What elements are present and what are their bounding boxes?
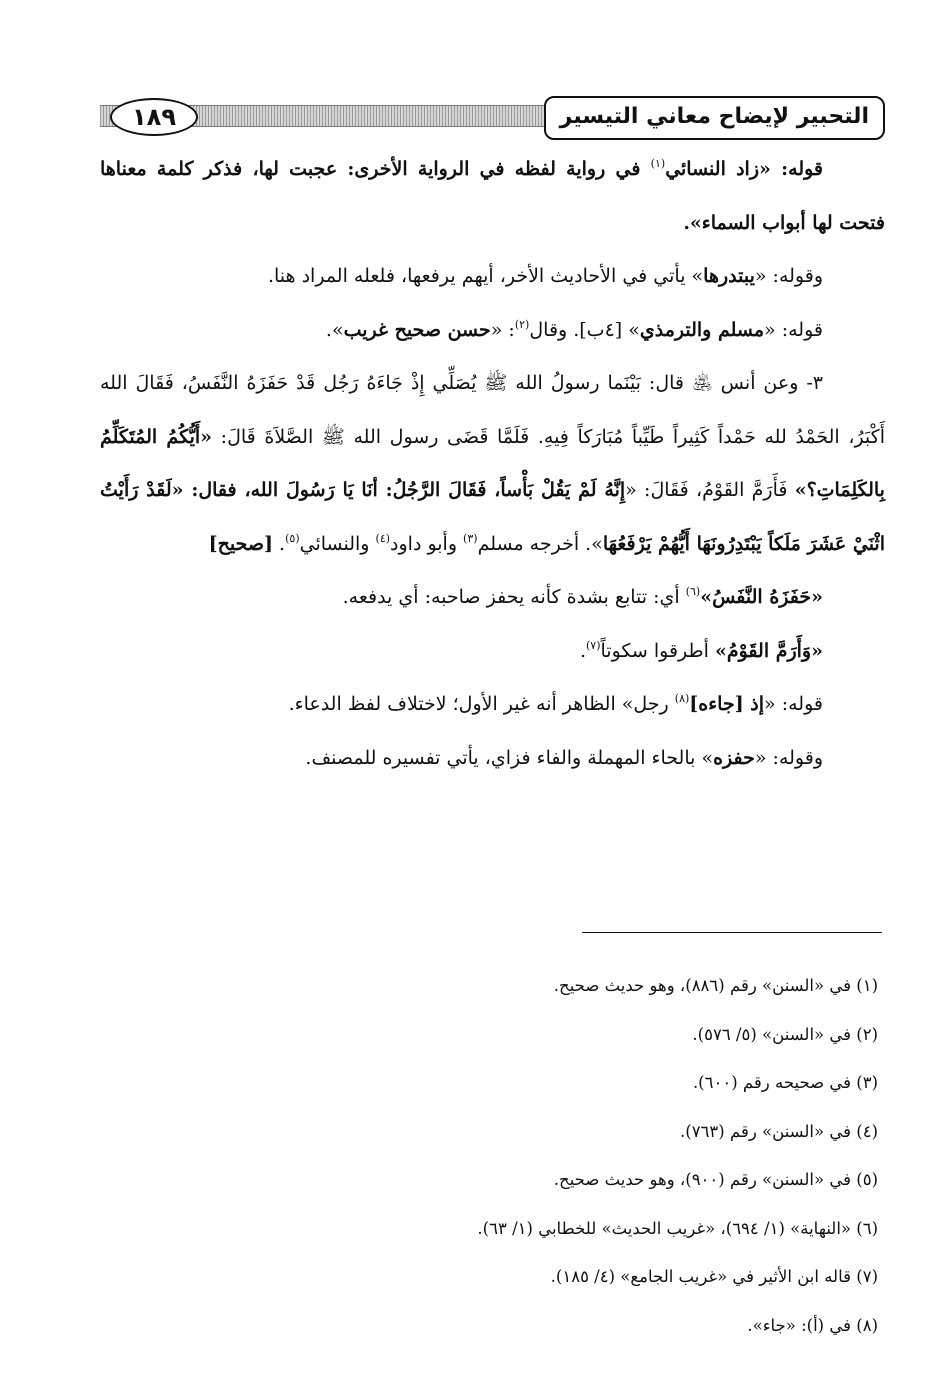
paragraph-hadith-3 xyxy=(100,357,885,571)
paragraph-muslim-tirmidhi xyxy=(100,304,885,358)
footnote-ref-4: (٤) xyxy=(375,531,391,545)
bold-term: حفزه xyxy=(713,746,755,769)
paragraph-yabtadiruha xyxy=(100,250,885,304)
text-run: ». أخرجه مسلم xyxy=(477,532,603,555)
footnote-4: (٤) في «السنن» رقم (٧٦٣). xyxy=(680,1121,878,1141)
footnote-ref-5: (٥) xyxy=(285,531,300,545)
footnotes xyxy=(100,962,878,1350)
paragraph-hafzuhu-spelling xyxy=(100,732,885,786)
paragraph-arama xyxy=(100,625,885,679)
bold-quote: إِنَّهُ لَمْ يَقُلْ بَأْساً، فَقَالَ الرَّجُلُ: أنَا يَا رَسُولَ الله، فقال: «لَقَدْ رَأَيْتُ اثْنَيْ عَشَرَ مَلَكاً يَبْتَدِرُونَهَا أَيُّهُمْ يَرْفَعُهَا xyxy=(100,479,885,555)
text-run: » بالحاء المهملة والفاء فزاي، يأتي تفسيره للمصنف. xyxy=(305,746,714,769)
text-run: رجل» الظاهر أنه غير الأول؛ لاختلاف لفظ الدعاء. xyxy=(288,693,675,715)
text-run: ». xyxy=(325,318,344,341)
text-run: » [٤ب]. وقال xyxy=(529,318,640,341)
bold-term: «وَأَرَمَّ القَوْمُ» xyxy=(714,639,823,662)
text-run: وقوله: « xyxy=(754,746,823,769)
text-run: أي: تتابع بشدة كأنه يحفز صاحبه: أي يدفعه. xyxy=(342,586,686,608)
text-run: قوله: « xyxy=(764,693,823,715)
text-run: والنسائي xyxy=(299,532,376,555)
text-run: . xyxy=(273,532,286,555)
footnote-5: (٥) في «السنن» رقم (٩٠٠)، وهو حديث صحيح. xyxy=(553,1170,878,1189)
footnote-separator xyxy=(582,932,882,933)
page-number: ١٨٩ xyxy=(110,98,198,136)
bold-quote: «أَيُّكُمُ المُتَكَلِّمُ بِالكَلِمَاتِ؟» xyxy=(100,425,885,501)
footnote-2: (٢) في «السنن» (٥/ ٥٧٦). xyxy=(692,1024,878,1044)
text-run: » يأتي في الأحاديث الأخر، أيهم يرفعها، فلعله المراد هنا. xyxy=(267,265,704,287)
text-run: فَأَرَمَّ القَوْمُ، فَقَالَ: « xyxy=(625,479,795,501)
footnote-ref-8: (٨) xyxy=(674,692,690,705)
text-run: وقوله: « xyxy=(754,265,823,287)
bold-term: «حَفَزَهُ النَّفَسُ» xyxy=(700,586,823,608)
running-header xyxy=(100,96,885,140)
footnote-ref-6: (٦) xyxy=(685,585,701,598)
text-run: . xyxy=(579,639,586,662)
bold-term: حسن صحيح غريب xyxy=(343,318,491,341)
text-run: قوله: «زاد النسائي xyxy=(665,158,824,180)
text-run: وأبو داود xyxy=(390,532,464,555)
text-run: في رواية لفظه في الرواية الأخرى: عجبت لها، فذكر كلمة معناها فتحت لها أبواب السماء». xyxy=(100,158,885,234)
paragraph-nasai-addition xyxy=(100,143,885,250)
footnote-7: (٧) قاله ابن الأثير في «غريب الجامع» (٤/ ١٨٥). xyxy=(550,1267,878,1286)
footnote-ref-3: (٣) xyxy=(463,531,478,545)
paragraph-idh-jaahu xyxy=(100,678,885,732)
footnote-8: (٨) في (أ): «جاء». xyxy=(747,1315,878,1335)
footnote-6: (٦) «النهاية» (١/ ٦٩٤)، «غريب الحديث» للخطابي (١/ ٦٣). xyxy=(477,1218,878,1238)
bold-term: إذ [جاءه] xyxy=(689,693,765,715)
main-text xyxy=(100,143,885,785)
bold-term: يبتدرها xyxy=(703,265,755,287)
footnote-ref-7: (٧) xyxy=(586,638,601,652)
bold-term: مسلم والترمذي xyxy=(639,318,765,341)
grading-label: [صحيح] xyxy=(208,532,274,555)
footnote-ref-2: (٢) xyxy=(514,317,530,331)
text-run: أطرقوا سكوتاً xyxy=(600,639,715,662)
footnote-1: (١) في «السنن» رقم (٨٨٦)، وهو حديث صحيح. xyxy=(553,976,878,995)
text-run: قوله: « xyxy=(764,318,823,341)
book-title: التحبير لإيضاح معاني التيسير xyxy=(544,96,885,140)
text-run: : « xyxy=(490,318,515,341)
text-run: ٣- وعن أنس ﵁ قال: بَيْنَما رسولُ الله ﷺ يُصَلِّي إِذْ جَاءَهُ رَجُل قَدْ حَفَزَهُ النَّفَسُ، فَقَالَ الله أَكْبَرُ، الحَمْدُ لله حَمْداً كَثِيراً طَيِّباً مُبَارَكاً فِيهِ. فَلَمَّا قَضَى رسول الله ﷺ الصَّلاَةَ قَالَ: xyxy=(100,372,885,448)
footnote-ref-1: (١) xyxy=(650,157,666,170)
footnote-3: (٣) في صحيحه رقم (٦٠٠). xyxy=(692,1073,878,1092)
paragraph-hafazahu xyxy=(100,571,885,625)
